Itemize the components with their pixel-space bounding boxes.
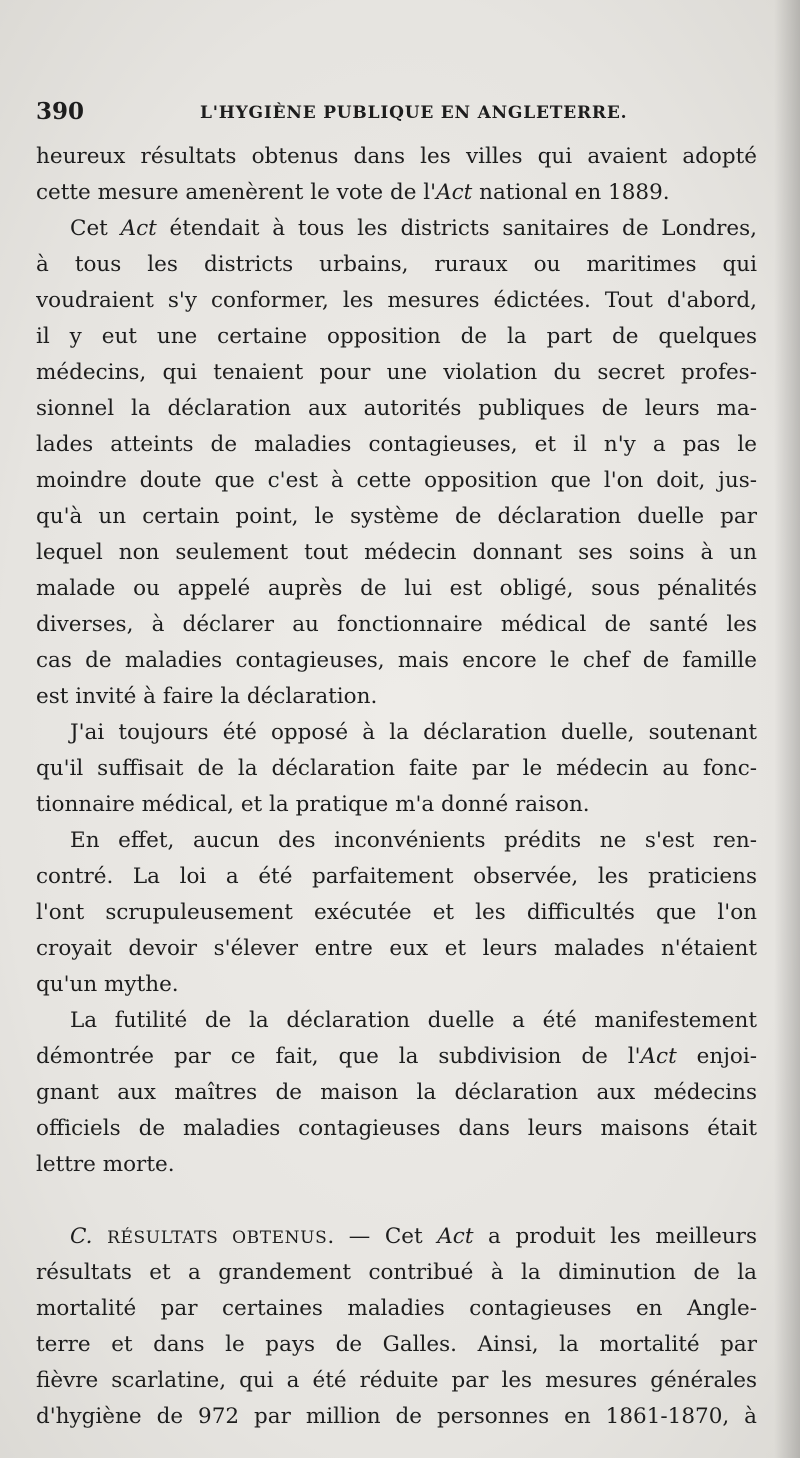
text-line: cas de maladies contagieuses, mais encore le chef de famille	[36, 648, 757, 673]
text-line: diverses, à déclarer au fonctionnaire médical de santé les	[36, 612, 757, 637]
text-line: moindre doute que c'est à cette opposition que l'on doit, jus-	[36, 468, 757, 493]
text-line: gnant aux maîtres de maison la déclaration aux médecins	[36, 1080, 757, 1105]
text-line: sionnel la déclaration aux autorités publiques de leurs ma-	[36, 396, 757, 421]
text-line: J'ai toujours été opposé à la déclaration duelle, soutenant	[70, 720, 757, 745]
section-gap	[36, 1183, 757, 1219]
text-line: à tous les districts urbains, ruraux ou maritimes qui	[36, 252, 757, 277]
text-line: La futilité de la déclaration duelle a été manifestement	[70, 1008, 757, 1033]
text-line: Cet Act étendait à tous les districts sanitaires de Londres,	[70, 216, 757, 241]
text-line: résultats et a grandement contribué à la diminution de la	[36, 1260, 757, 1285]
body-text	[36, 139, 757, 1435]
text-line: qu'un mythe.	[36, 972, 179, 997]
text-line: est invité à faire la déclaration.	[36, 684, 378, 709]
text-line: d'hygiène de 972 par million de personnes en 1861-1870, à	[36, 1404, 757, 1429]
text-line: voudraient s'y conformer, les mesures édictées. Tout d'abord,	[36, 288, 757, 313]
text-line: il y eut une certaine opposition de la part de quelques	[36, 324, 757, 349]
text-line: malade ou appelé auprès de lui est obligé, sous pénalités	[36, 576, 757, 601]
section-heading-line: C. RÉSULTATS OBTENUS. — Cet Act a produit les meilleurs	[70, 1224, 757, 1249]
text-line: cette mesure amenèrent le vote de l'Act national en 1889.	[36, 180, 670, 205]
text-line: médecins, qui tenaient pour une violation du secret profes-	[36, 360, 757, 385]
page-edge-shadow	[774, 0, 800, 1458]
text-line: lettre morte.	[36, 1152, 175, 1177]
text-line: fièvre scarlatine, qui a été réduite par les mesures générales	[36, 1368, 757, 1393]
text-line: terre et dans le pays de Galles. Ainsi, la mortalité par	[36, 1332, 757, 1357]
page-number: 390	[36, 98, 85, 125]
running-title: L'HYGIÈNE PUBLIQUE EN ANGLETERRE.	[200, 103, 628, 123]
text-line: tionnaire médical, et la pratique m'a donné raison.	[36, 792, 590, 817]
text-line: qu'à un certain point, le système de déclaration duelle par	[36, 504, 757, 529]
text-line: En effet, aucun des inconvénients prédits ne s'est ren-	[70, 828, 757, 853]
text-line: lades atteints de maladies contagieuses, et il n'y a pas le	[36, 432, 757, 457]
text-line: contré. La loi a été parfaitement observée, les praticiens	[36, 864, 757, 889]
page-header	[36, 98, 776, 128]
text-line: heureux résultats obtenus dans les villes qui avaient adopté	[36, 144, 757, 169]
text-line: démontrée par ce fait, que la subdivision de l'Act enjoi-	[36, 1044, 757, 1069]
text-line: qu'il suffisait de la déclaration faite par le médecin au fonc-	[36, 756, 757, 781]
text-line: lequel non seulement tout médecin donnant ses soins à un	[36, 540, 757, 565]
text-line: croyait devoir s'élever entre eux et leurs malades n'étaient	[36, 936, 757, 961]
text-line: officiels de maladies contagieuses dans leurs maisons était	[36, 1116, 757, 1141]
text-line: mortalité par certaines maladies contagieuses en Angle-	[36, 1296, 757, 1321]
text-line: l'ont scrupuleusement exécutée et les difficultés que l'on	[36, 900, 757, 925]
